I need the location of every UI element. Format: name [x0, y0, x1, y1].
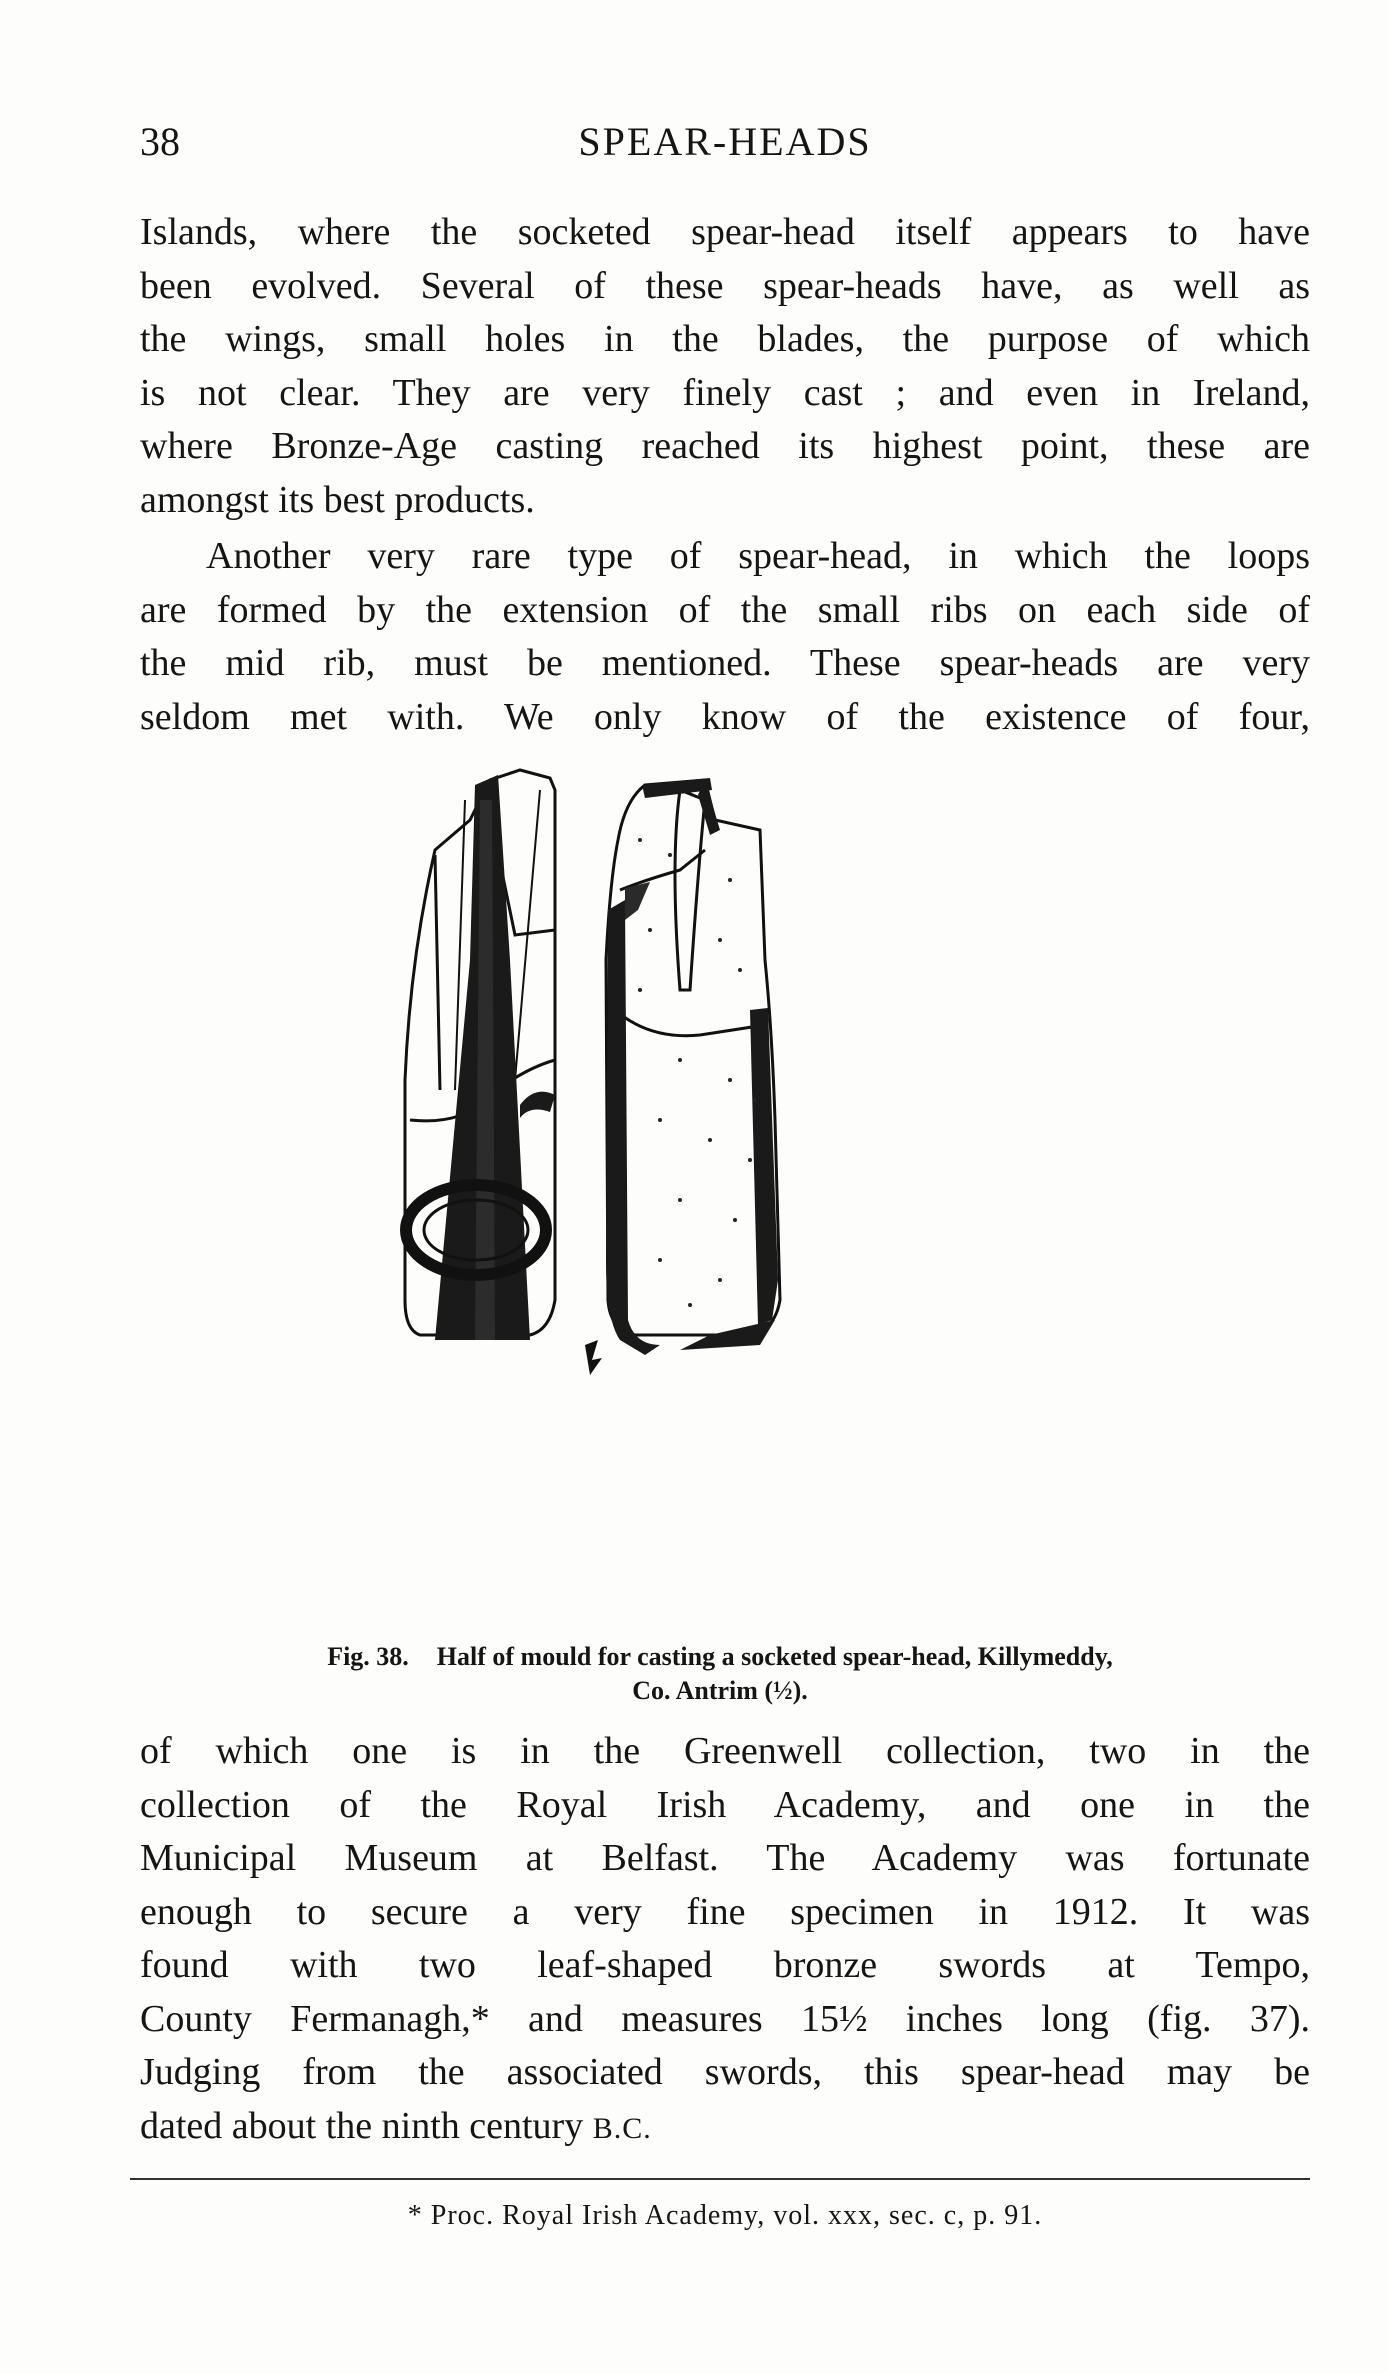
running-head: SPEAR-HEADS — [578, 119, 872, 164]
text-line: the wings, small holes in the blades, the purpose of which — [140, 318, 1310, 360]
paragraph-loops — [140, 530, 1310, 744]
figure-label: Fig. 38. — [327, 1642, 409, 1671]
paragraph-collections — [140, 1725, 1310, 2153]
text-line: enough to secure a very fine specimen in 1912. It was — [140, 1890, 1310, 1933]
text-line: is not clear. They are very finely cast ; and even in Ireland, — [140, 371, 1310, 414]
text-line-final — [140, 2100, 1310, 2154]
text-line: where Bronze-Age casting reached its highest point, these are — [140, 425, 1310, 467]
caption-text-1: Half of mould for casting a socketed spear-head, Killymeddy, — [436, 1642, 1113, 1671]
caption-line-2: Co. Antrim (½). — [632, 1676, 808, 1705]
final-line-text: dated about the ninth century — [140, 2104, 593, 2147]
text-line: County Fermanagh,* and measures 15½ inches long (fig. 37). — [140, 1997, 1310, 2040]
text-line: amongst its best products. — [140, 478, 535, 521]
paragraph-continued — [140, 206, 1310, 527]
footnote: * Proc. Royal Irish Academy, vol. xxx, sec. c, p. 91. — [407, 2200, 1043, 2231]
speckle-texture — [638, 838, 757, 1307]
right-edge-shading — [606, 900, 660, 1355]
page-header — [140, 118, 1310, 168]
mould-illustration — [380, 760, 1020, 1620]
page-number: 38 — [140, 119, 180, 164]
text-line: Judging from the associated swords, this spear-head may be — [140, 2051, 1310, 2093]
caption-line-1 — [190, 1640, 1250, 1674]
text-line: are formed by the extension of the small ribs on each side of — [140, 588, 1310, 631]
text-line: the mid rib, must be mentioned. These spear-heads are very — [140, 642, 1310, 684]
text-line: Islands, where the socketed spear-head itself appears to have — [140, 211, 1310, 253]
footnote-divider — [130, 2178, 1310, 2180]
era-abbreviation: B.C. — [592, 2111, 652, 2145]
mould-drawing — [380, 760, 1020, 1620]
text-line: Municipal Museum at Belfast. The Academy was fortunate — [140, 1837, 1310, 1879]
scale-mark — [585, 1340, 602, 1375]
text-line: Another very rare type of spear-head, in which the loops — [206, 535, 1310, 577]
text-line: seldom met with. We only know of the existence of four, — [140, 695, 1310, 738]
figure-caption — [190, 1640, 1250, 1708]
text-line: collection of the Royal Irish Academy, and one in the — [140, 1783, 1310, 1826]
text-line: of which one is in the Greenwell collection, two in the — [140, 1730, 1310, 1772]
text-line: found with two leaf-shaped bronze swords at Tempo, — [140, 1944, 1310, 1986]
text-line: been evolved. Several of these spear-heads have, as well as — [140, 264, 1310, 307]
